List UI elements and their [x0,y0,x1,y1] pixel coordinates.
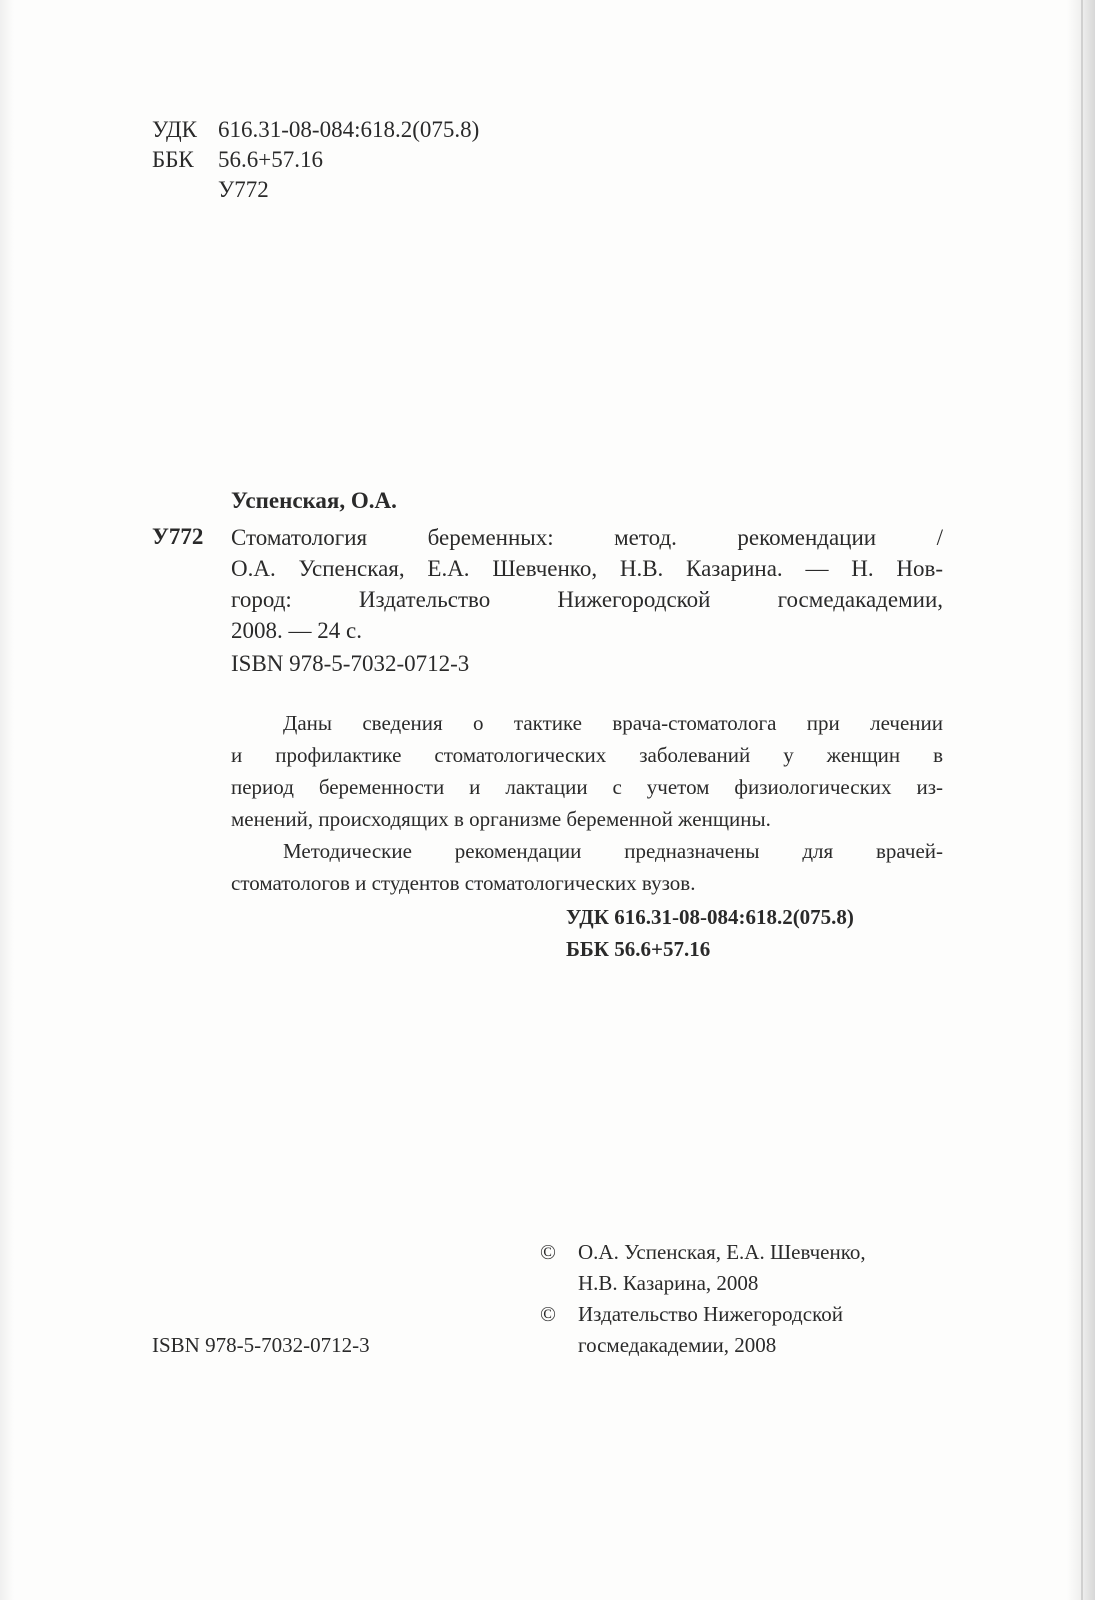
isbn-footer: ISBN 978-5-7032-0712-3 [152,1333,370,1357]
annotation-udk: УДК 616.31-08-084:618.2(075.8) [566,905,854,929]
copyright-icon: © [540,1302,556,1326]
bbk-label: ББК [152,147,194,172]
copyright-publisher: Издательство Нижегородской [578,1302,843,1326]
annotation-line: период беременности и лактации с учетом физиологических из- [231,775,943,799]
copyright-authors: О.А. Успенская, Е.А. Шевченко, [578,1240,866,1264]
annotation-line: Методические рекомендации предназначены для врачей- [283,839,943,863]
annotation-line: стоматологов и студентов стоматологических вузов. [231,871,696,895]
annotation-line: Даны сведения о тактике врача-стоматолога при лечении [283,711,943,735]
author-code: У772 [218,177,269,202]
page-left-shadow [0,0,14,1600]
annotation-line: менений, происходящих в организме беременной женщины. [231,807,771,831]
card-isbn: ISBN 978-5-7032-0712-3 [231,651,470,676]
card-author: Успенская, О.А. [231,488,397,513]
card-line: 2008. — 24 с. [231,618,362,643]
bbk-value: 56.6+57.16 [218,147,323,172]
annotation-bbk: ББК 56.6+57.16 [566,937,711,961]
udk-label: УДК [152,117,197,142]
card-code: У772 [152,524,204,549]
card-line: О.А. Успенская, Е.А. Шевченко, Н.В. Казарина. — Н. Нов- [231,556,943,581]
copyright-publisher-cont: госмедакадемии, 2008 [578,1333,777,1357]
annotation-line: и профилактике стоматологических заболеваний у женщин в [231,743,943,767]
page-edge-line [1081,0,1083,1600]
card-line: Стоматология беременных: метод. рекомендации / [231,525,943,550]
udk-value: 616.31-08-084:618.2(075.8) [218,117,480,142]
copyright-authors-cont: Н.В. Казарина, 2008 [578,1271,759,1295]
card-line: город: Издательство Нижегородской госмедакадемии, [231,587,943,612]
copyright-icon: © [540,1240,556,1264]
